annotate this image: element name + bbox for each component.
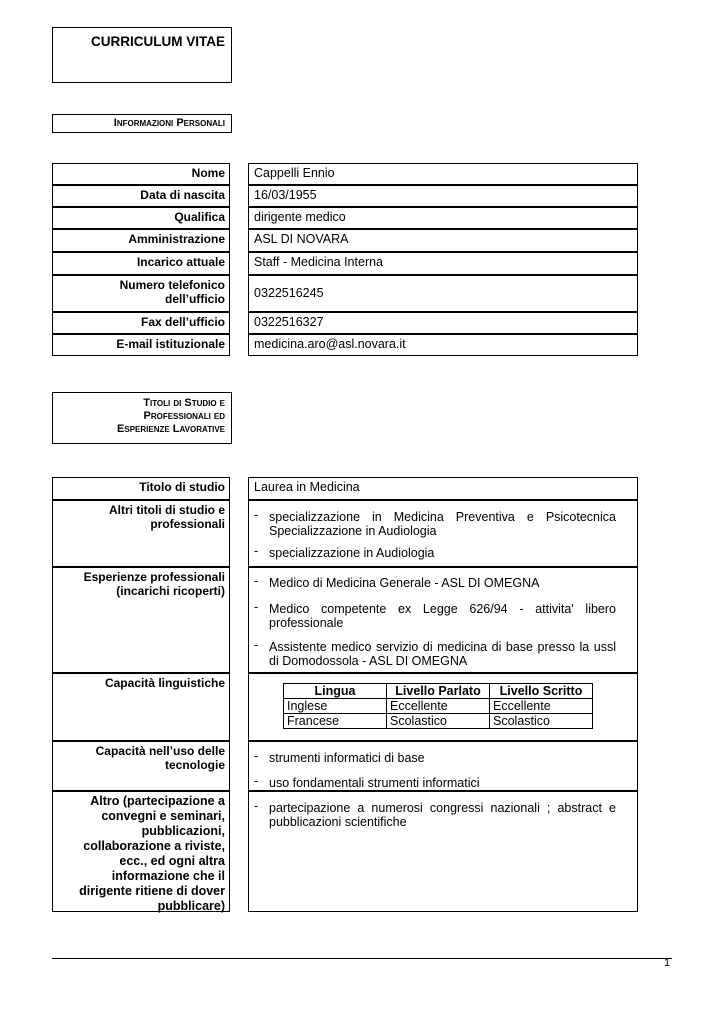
label-fax: Fax dell’ufficio xyxy=(52,312,230,334)
value-altro xyxy=(248,791,638,912)
value-telefono-text: 0322516245 xyxy=(254,286,324,300)
section-personal-header xyxy=(52,114,232,133)
value-titolo-studio: Laurea in Medicina xyxy=(248,477,638,500)
value-nome: Cappelli Ennio xyxy=(248,163,638,185)
value-email: medicina.aro@asl.novara.it xyxy=(248,334,638,356)
languages-col-lingua: Lingua xyxy=(284,684,387,699)
cv-title: CURRICULUM VITAE xyxy=(91,34,225,49)
altri-titoli-item: - specializzazione in Medicina Preventiva e Psicotecnica Specializzazione in Audiologia xyxy=(254,510,616,538)
section-studies-title xyxy=(53,393,231,438)
table-cell: Inglese xyxy=(284,699,387,714)
value-telefono xyxy=(248,275,638,312)
languages-table-header xyxy=(284,684,593,699)
label-tecnologie: Capacità nell’uso delle tecnologie xyxy=(52,741,230,791)
label-incarico: Incarico attuale xyxy=(52,252,230,275)
label-altro: Altro (partecipazione a convegni e seminari, pubblicazioni, collaborazione a riviste, ecc., ed ogni altra informazione che il dirigente ritiene di dover pubblicare) xyxy=(52,791,230,912)
label-email: E-mail istituzionale xyxy=(52,334,230,356)
value-tecnologie xyxy=(248,741,638,791)
label-nome: Nome xyxy=(52,163,230,185)
label-qualifica: Qualifica xyxy=(52,207,230,229)
value-fax: 0322516327 xyxy=(248,312,638,334)
cv-title-box xyxy=(52,27,232,83)
section-studies-line1: Titoli di Studio e xyxy=(143,397,225,409)
label-titolo-studio: Titolo di studio xyxy=(52,477,230,500)
table-row xyxy=(284,714,593,729)
section-studies-line2: Professionali ed xyxy=(143,410,225,422)
altro-item: - partecipazione a numerosi congressi nazionali ; abstract e pubblicazioni scientifiche xyxy=(254,801,616,829)
languages-table xyxy=(283,683,593,729)
value-incarico: Staff - Medicina Interna xyxy=(248,252,638,275)
table-cell: Eccellente xyxy=(490,699,593,714)
table-cell: Scolastico xyxy=(490,714,593,729)
esperienze-item: - Assistente medico servizio di medicina di base presso la ussl di Domodossola - ASL DI OMEGNA xyxy=(254,640,616,668)
section-personal-title: Informazioni Personali xyxy=(113,117,225,129)
label-telefono: Numero telefonico dell’ufficio xyxy=(52,275,230,312)
value-data-nascita: 16/03/1955 xyxy=(248,185,638,207)
tecnologie-item: - strumenti informatici di base xyxy=(254,751,616,765)
section-studies-header xyxy=(52,392,232,444)
table-cell: Scolastico xyxy=(387,714,490,729)
section-studies-line3: Esperienze Lavorative xyxy=(117,423,225,435)
table-cell: Eccellente xyxy=(387,699,490,714)
altri-titoli-item: - specializzazione in Audiologia xyxy=(254,546,616,560)
label-altri-titoli: Altri titoli di studio e professionali xyxy=(52,500,230,567)
label-amministrazione: Amministrazione xyxy=(52,229,230,252)
esperienze-item: - Medico competente ex Legge 626/94 - attivita' libero professionale xyxy=(254,602,616,630)
value-qualifica: dirigente medico xyxy=(248,207,638,229)
languages-col-parlato: Livello Parlato xyxy=(387,684,490,699)
value-altri-titoli xyxy=(248,500,638,567)
page-number: 1 xyxy=(664,957,671,969)
esperienze-item: - Medico di Medicina Generale - ASL DI OMEGNA xyxy=(254,576,616,590)
label-data-nascita: Data di nascita xyxy=(52,185,230,207)
table-cell: Francese xyxy=(284,714,387,729)
value-amministrazione: ASL DI NOVARA xyxy=(248,229,638,252)
label-esperienze: Esperienze professionali (incarichi ricoperti) xyxy=(52,567,230,673)
tecnologie-item: - uso fondamentali strumenti informatici xyxy=(254,776,616,790)
footer-divider xyxy=(52,958,672,959)
table-row xyxy=(284,699,593,714)
value-esperienze xyxy=(248,567,638,673)
label-lingue: Capacità linguistiche xyxy=(52,673,230,741)
languages-col-scritto: Livello Scritto xyxy=(490,684,593,699)
